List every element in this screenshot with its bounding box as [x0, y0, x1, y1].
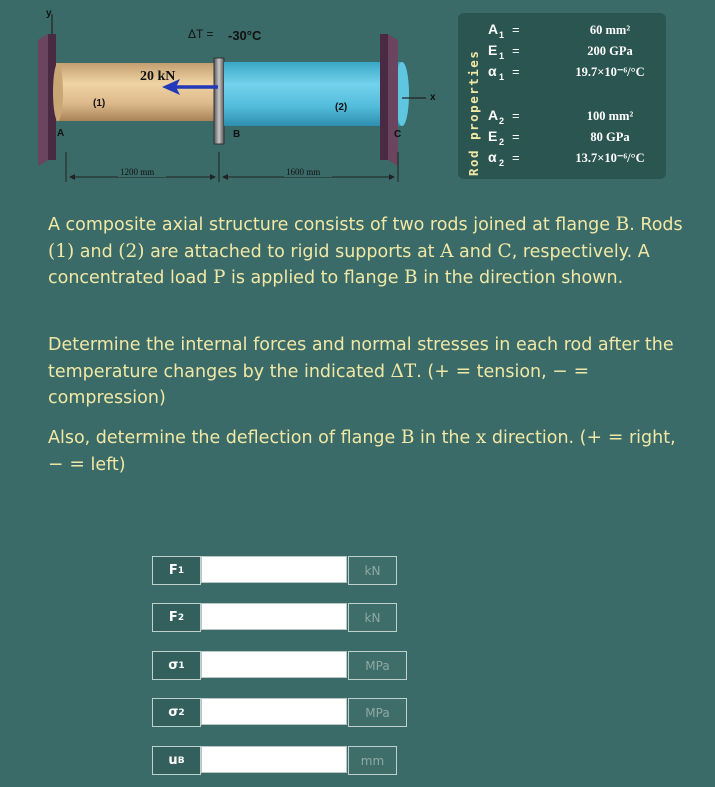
property-equals: =: [512, 43, 520, 58]
flange-b: [214, 58, 224, 144]
properties-title: Rod properties: [466, 49, 481, 176]
property-symbol: E: [488, 128, 498, 144]
rod-1-end: [53, 63, 63, 121]
property-symbol: α: [488, 149, 497, 165]
dimension-1-label: 1200 mm: [120, 167, 155, 177]
property-symbol: A: [488, 21, 499, 37]
structure-figure: [0, 0, 715, 200]
answer-unit-sigma2: MPa: [348, 698, 407, 727]
answer-unit-f2: kN: [348, 603, 397, 632]
problem-statement: A composite axial structure consists of two rods joined at flange B. Rods (1) and (2) are attached to rigid supports at A and C, respectively. A concentrated load P is applied to flange B in the direction shown.: [48, 214, 683, 288]
point-a-label: A: [57, 128, 65, 139]
property-equals: =: [512, 129, 520, 144]
property-equals: =: [512, 64, 520, 79]
property-equals: =: [512, 150, 520, 165]
delta-t-label: ΔT =: [188, 27, 214, 41]
answer-input-f1[interactable]: [201, 556, 347, 583]
answer-unit-sigma1: MPa: [348, 651, 407, 680]
property-equals: =: [512, 22, 520, 37]
property-subscript: 2: [499, 116, 505, 126]
y-axis-label: y: [46, 8, 52, 19]
rod-1-label: (1): [93, 98, 106, 109]
rod-1: [56, 63, 218, 121]
delta-t-value: -30°C: [228, 28, 262, 43]
property-subscript: 1: [499, 72, 505, 82]
answer-label-sigma1: σ 1: [152, 651, 201, 680]
rod-2-label: (2): [335, 102, 348, 113]
support-c: [380, 34, 398, 166]
problem-question-deflection: Also, determine the deflection of flange B in the x direction. (+ = right, − = left): [48, 427, 676, 475]
answer-unit-f1: kN: [348, 556, 397, 585]
property-equals: =: [512, 108, 520, 123]
property-subscript: 1: [499, 51, 505, 61]
property-value: 80 GPa: [590, 130, 630, 144]
answer-label-sigma2: σ 2: [152, 698, 201, 727]
point-c-label: C: [394, 129, 402, 140]
problem-question-forces: Determine the internal forces and normal stresses in each rod after the temperature changes by the indicated ΔT. (+ = tension, − = compression): [48, 335, 674, 408]
answer-input-ub[interactable]: [201, 746, 347, 773]
property-symbol: E: [488, 42, 498, 58]
property-value: 13.7×10⁻⁶/°C: [575, 151, 645, 165]
property-subscript: 2: [499, 158, 505, 168]
x-axis-label: x: [430, 92, 436, 103]
property-value: 200 GPa: [587, 44, 633, 58]
answer-input-sigma2[interactable]: [201, 698, 347, 725]
answer-label-ub: u B: [152, 746, 201, 775]
property-subscript: 1: [499, 30, 505, 40]
property-symbol: α: [488, 63, 497, 79]
answer-label-f2: F 2: [152, 603, 201, 632]
property-symbol: A: [488, 107, 499, 123]
dimension-lines: [66, 152, 398, 182]
property-value: 60 mm²: [589, 23, 631, 37]
answer-unit-ub: mm: [348, 746, 397, 775]
property-subscript: 2: [499, 137, 505, 147]
rod-2: [224, 62, 402, 126]
property-value: 100 mm²: [586, 109, 634, 123]
answer-input-sigma1[interactable]: [201, 651, 347, 678]
answer-label-f1: F 1: [152, 556, 201, 585]
point-b-label: B: [233, 129, 241, 140]
property-value: 19.7×10⁻⁶/°C: [575, 65, 645, 79]
load-label: 20 kN: [140, 69, 176, 84]
answer-input-f2[interactable]: [201, 603, 347, 630]
dimension-2-label: 1600 mm: [286, 167, 321, 177]
